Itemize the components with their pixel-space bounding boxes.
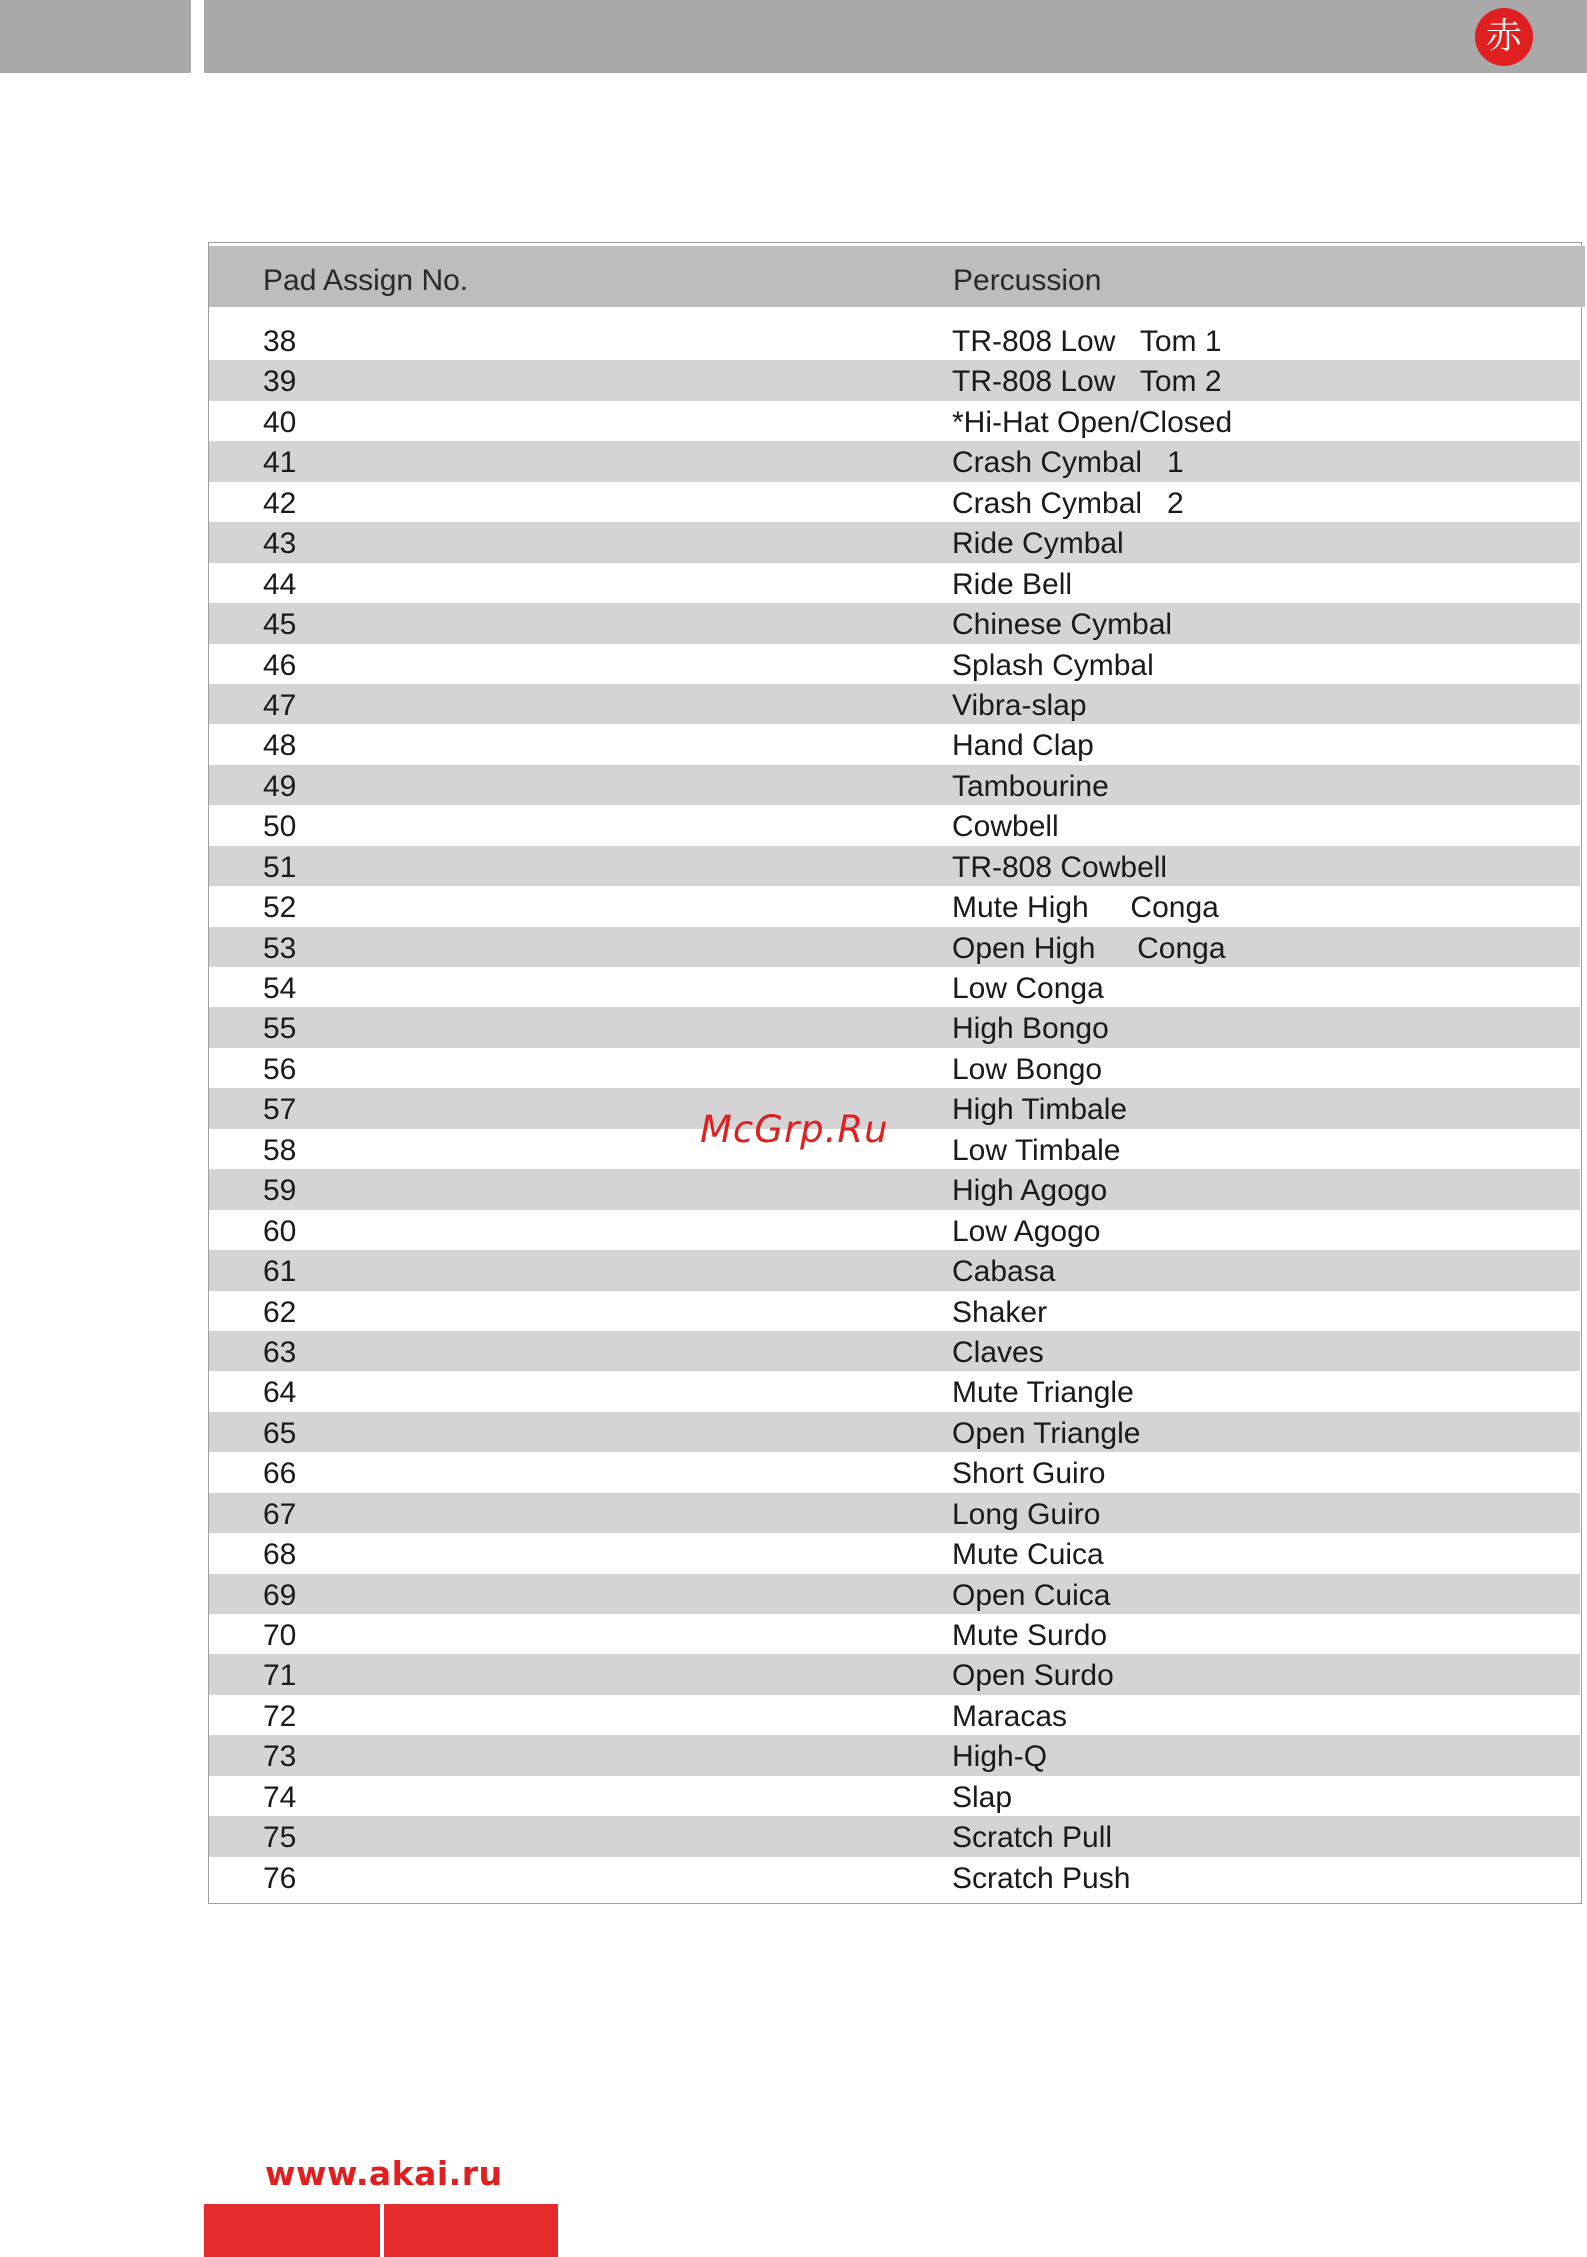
column-header-percussion: Percussion	[953, 264, 1102, 297]
percussion-name: Open High Conga	[952, 931, 1226, 965]
percussion-name: Cowbell	[952, 810, 1059, 844]
percussion-name: High Agogo	[952, 1174, 1108, 1208]
table-row	[209, 684, 1580, 724]
table-row	[209, 1412, 1580, 1452]
percussion-name: Short Guiro	[952, 1457, 1106, 1491]
percussion-name: Open Surdo	[952, 1659, 1114, 1693]
table-row	[209, 1129, 1580, 1169]
percussion-name: Maracas	[952, 1699, 1068, 1733]
pad-assign-number: 55	[263, 1012, 297, 1046]
table-row	[209, 1533, 1580, 1573]
header-bar	[204, 0, 1587, 73]
percussion-name: Mute Triangle	[952, 1376, 1134, 1410]
pad-assign-number: 61	[263, 1255, 297, 1289]
table-row	[209, 1331, 1580, 1371]
percussion-name: Low Agogo	[952, 1214, 1101, 1248]
percussion-name: TR-808 Low Tom 2	[952, 365, 1222, 399]
percussion-name: Scratch Push	[952, 1861, 1131, 1895]
percussion-name: Open Cuica	[952, 1578, 1111, 1612]
percussion-name: High-Q	[952, 1740, 1048, 1774]
pad-assign-number: 43	[263, 527, 297, 561]
pad-assign-number: 71	[263, 1659, 297, 1693]
percussion-name: High Timbale	[952, 1093, 1128, 1127]
footer-website-link[interactable]: www.akai.ru	[265, 2154, 503, 2193]
pad-assign-number: 76	[263, 1861, 297, 1895]
pad-assign-number: 47	[263, 688, 297, 722]
brand-seal-logo: 赤	[1475, 8, 1533, 66]
pad-assign-number: 45	[263, 608, 297, 642]
table-row	[209, 765, 1580, 805]
footer-red-block-right	[384, 2204, 558, 2257]
pad-assign-number: 69	[263, 1578, 297, 1612]
table-row	[209, 1452, 1580, 1492]
table-row	[209, 1169, 1580, 1209]
table-row	[209, 967, 1580, 1007]
percussion-name: Shaker	[952, 1295, 1048, 1329]
percussion-name: Open Triangle	[952, 1416, 1141, 1450]
percussion-name: Chinese Cymbal	[952, 608, 1173, 642]
pad-assign-number: 72	[263, 1699, 297, 1733]
pad-assign-number: 54	[263, 972, 297, 1005]
percussion-name: Hand Clap	[952, 729, 1094, 763]
pad-assign-number: 50	[263, 810, 297, 844]
percussion-name: Low Bongo	[952, 1052, 1103, 1086]
table-row	[209, 1816, 1580, 1856]
table-row	[209, 1857, 1580, 1897]
pad-assign-number: 59	[263, 1174, 297, 1208]
percussion-name: *Hi-Hat Open/Closed	[952, 405, 1233, 439]
pad-assign-number: 42	[263, 486, 297, 520]
pad-assign-number: 66	[263, 1457, 297, 1491]
table-row	[209, 805, 1580, 845]
pad-assign-number: 56	[263, 1052, 297, 1086]
table-row	[209, 1291, 1580, 1331]
table-row	[209, 1007, 1580, 1047]
table-row	[209, 886, 1580, 926]
percussion-name: Splash Cymbal	[952, 648, 1154, 682]
percussion-name: Tambourine	[952, 769, 1109, 803]
table-header	[209, 246, 1585, 307]
table-row	[209, 1776, 1580, 1816]
table-row	[209, 1250, 1580, 1290]
percussion-name: Claves	[952, 1335, 1044, 1369]
table-row	[209, 1735, 1580, 1775]
table-row	[209, 1048, 1580, 1088]
pad-assign-number: 60	[263, 1214, 297, 1248]
percussion-name: Cabasa	[952, 1255, 1056, 1289]
percussion-name: Low Timbale	[952, 1133, 1121, 1167]
pad-assign-number: 62	[263, 1295, 297, 1329]
table-row	[209, 1371, 1580, 1411]
column-header-pad-assign-no: Pad Assign No.	[263, 264, 469, 297]
pad-assign-number: 63	[263, 1335, 297, 1369]
percussion-name: Scratch Pull	[952, 1821, 1113, 1855]
table-row	[209, 724, 1580, 764]
pad-assign-number: 39	[263, 365, 297, 399]
pad-assign-number: 41	[263, 446, 297, 480]
percussion-name: Low Conga	[952, 972, 1104, 1005]
pad-assign-number: 38	[263, 325, 297, 358]
percussion-name: Crash Cymbal 1	[952, 446, 1184, 480]
pad-assign-number: 44	[263, 567, 297, 601]
percussion-name: Mute Cuica	[952, 1538, 1104, 1572]
pad-assign-number: 51	[263, 850, 297, 884]
table-row	[209, 927, 1580, 967]
table-row	[209, 360, 1580, 400]
table-row	[209, 320, 1580, 360]
percussion-name: Long Guiro	[952, 1497, 1101, 1531]
pad-assign-number: 52	[263, 891, 297, 925]
table-row	[209, 1210, 1580, 1250]
pad-assign-number: 65	[263, 1416, 297, 1450]
table-row	[209, 563, 1580, 603]
pad-assign-number: 74	[263, 1780, 297, 1814]
percussion-name: Crash Cymbal 2	[952, 486, 1184, 520]
table-row	[209, 1654, 1580, 1694]
pad-assign-number: 73	[263, 1740, 297, 1774]
pad-assign-number: 67	[263, 1497, 297, 1531]
table-row	[209, 603, 1580, 643]
pad-assign-number: 46	[263, 648, 297, 682]
table-row	[209, 1574, 1580, 1614]
table-row	[209, 1614, 1580, 1654]
table-row	[209, 846, 1580, 886]
table-row	[209, 401, 1580, 441]
table-row	[209, 522, 1580, 562]
pad-assign-number: 64	[263, 1376, 297, 1410]
percussion-name: Ride Cymbal	[952, 527, 1124, 561]
percussion-name: Slap	[952, 1780, 1013, 1814]
percussion-name: Ride Bell	[952, 567, 1073, 601]
table-row	[209, 1493, 1580, 1533]
pad-assign-number: 75	[263, 1821, 297, 1855]
percussion-name: TR-808 Low Tom 1	[952, 325, 1222, 358]
percussion-name: Mute High Conga	[952, 891, 1219, 925]
watermark: McGrp.Ru	[700, 1108, 889, 1151]
percussion-name: High Bongo	[952, 1012, 1109, 1046]
table-row	[209, 644, 1580, 684]
pad-assign-number: 49	[263, 769, 297, 803]
percussion-name: TR-808 Cowbell	[952, 850, 1168, 884]
table-row	[209, 1695, 1580, 1735]
pad-assign-number: 53	[263, 931, 297, 965]
pad-assign-number: 57	[263, 1093, 297, 1127]
table-row	[209, 482, 1580, 522]
table-row	[209, 441, 1580, 481]
pad-assign-number: 70	[263, 1619, 297, 1652]
header-bar-left	[0, 0, 191, 73]
percussion-name: Vibra-slap	[952, 688, 1087, 722]
pad-assign-number: 40	[263, 405, 297, 439]
percussion-name: Mute Surdo	[952, 1619, 1108, 1652]
pad-assign-number: 58	[263, 1133, 297, 1167]
table-row	[209, 1088, 1580, 1128]
footer-red-block-left	[204, 2204, 380, 2257]
pad-assign-number: 48	[263, 729, 297, 763]
table-body	[209, 320, 1580, 1897]
pad-assign-number: 68	[263, 1538, 297, 1572]
